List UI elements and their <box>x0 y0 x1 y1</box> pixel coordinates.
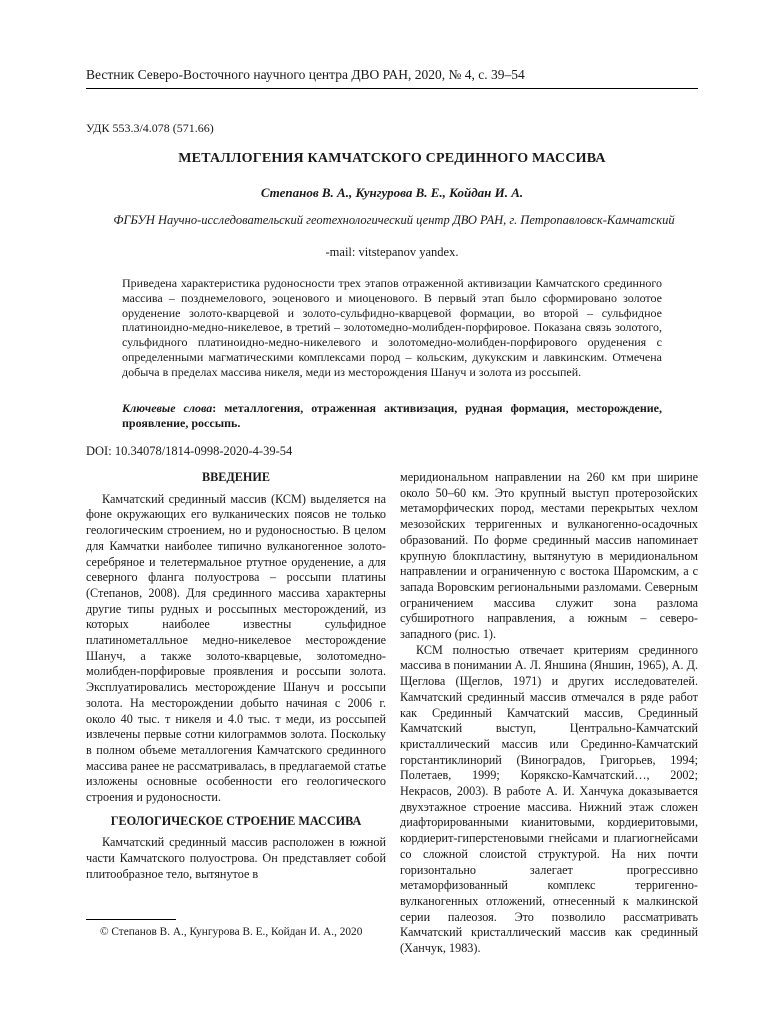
article-title: МЕТАЛЛОГЕНИЯ КАМЧАТСКОГО СРЕДИННОГО МАССИВА <box>178 151 606 166</box>
author-email: -mail: vitstepanov yandex. <box>325 245 459 259</box>
right-column <box>400 470 698 957</box>
udc-code: УДК 553.3/4.078 (571.66) <box>86 121 214 135</box>
paragraph: Камчатский срединный массив (КСМ) выделяется на фоне окружающих его вулканических поясов не только геологическим строением, но и рудоносностью. В целом для Камчатки наиболее типично вулканогенное золото-серебряное и телетермальное ртутное оруденение, а для северного фланга полуострова – россыпи платины (Степанов, 2008). Для срединного массива характерны другие типы рудных и россыпных месторождений, из которых наиболее известны сульфидное платинометалльное медно-никелевое месторождение Шануч, а также золото-кварцевые, золотомедно-молибден-порфировые проявления и россыпи золота. Эксплуатировались месторождение Шануч и россыпи золота. На месторождении добыто начиная с 2006 г. около 40 тыс. т никеля и 4.0 тыс. т меди, из россыпей извлечены первые сотни килограммов золота. Поскольку в полном объеме металлогения Камчатского срединного массива ранее не рассматривалась, в предлагаемой статье изложены основные особенности его геологического строения и рудоносности. <box>86 491 386 805</box>
left-column <box>86 470 386 883</box>
paragraph: КСМ полностью отвечает критериям срединного массива в понимании А. Л. Яншина (Яншин, 1965), А. Д. Щеглова (Щеглов, 1971) и других исследователей. Камчатский срединный массив отмечался в ряде работ как Срединный Камчатский массив, Срединный Камчатский выступ, Центрально-Камчатский кристаллический массив или Срединно-Камчатский горстантиклинорий (Виноградов, Григорьев, 1994; Полетаев, 1999; Корякско-Камчатский…, 2002; Некрасов, 2003). В работе А. И. Ханчука доказывается двухэтажное строение массива. Нижний этаж сложен диафторированными кианитовыми, кордиеритовыми, кордиерит-гиперстеновыми гнейсами и плагиогнейсами со сложной слоистой структурой. На них почти горизонтально залегает прогрессивно метаморфизованный комплекс терригенно-вулканогенных отложений, отнесенный к малкинской серии палеозоя. Это позволило рассматривать Камчатский кристаллический массив как срединный (Ханчук, 1983). <box>400 642 698 956</box>
journal-header: Вестник Северо-Восточного научного центра ДВО РАН, 2020, № 4, с. 39–54 <box>86 67 525 82</box>
keywords-text: : металлогения, отраженная активизация, рудная формация, месторождение, проявление, россыпь. <box>122 401 662 430</box>
abstract: Приведена характеристика рудоносности трех этапов отраженной активизации Камчатского срединного массива – позднемелового, эоценового и миоценового. В первый этап было сформировано золотое оруденение золото-кварцевой и золото-сульфидно-кварцевой формации, во второй – сульфидное платиноидно-медно-никелевое, в третий – золотомедно-молибден-порфировое. Показана связь золотого, сульфидного платиноидно-медно-никелевого и золотомедно-молибден-порфирового оруденения с определенными магматическими комплексами пород – кольским, дукукским и лавкинским. Отмечена добыча в пределах массива никеля, меди из месторождения Шануч и золота из россыпей. <box>122 276 662 379</box>
doi: DOI: 10.34078/1814-0998-2020-4-39-54 <box>86 444 293 458</box>
copyright-footnote: © Степанов В. А., Кунгурова В. Е., Койдан И. А., 2020 <box>100 926 363 938</box>
affiliation: ФГБУН Научно-исследовательский геотехнологический центр ДВО РАН, г. Петропавловск-Камчатский <box>113 213 675 227</box>
paragraph: меридиональном направлении на 260 км при ширине около 50–60 км. Это крупный выступ протерозойских метаморфических пород, местами перекрытых чехлом мезозойских терригенных и вулканогенно-осадочных образований. По форме срединный массив напоминает крупную блокпластину, вытянутую в меридиональном направлении и ограниченную с востока Шаромским, а с запада Воровским региональными разломами. Северным ограничением массива служит зона разлома субширотного направления, а южным – северо-западного (рис. 1). <box>400 470 698 642</box>
header-divider <box>86 88 698 89</box>
keywords <box>122 401 662 431</box>
author-list: Степанов В. А., Кунгурова В. Е., Койдан И. А. <box>260 185 524 200</box>
keywords-label: Ключевые слова <box>122 401 213 415</box>
section-heading-geology: ГЕОЛОГИЧЕСКОЕ СТРОЕНИЕ МАССИВА <box>110 813 362 828</box>
paragraph: Камчатский срединный массив расположен в южной части Камчатского полуострова. Он представляет собой плитообразное тело, вытянутое в <box>86 835 386 881</box>
footnote-divider <box>86 919 176 920</box>
section-heading-introduction: ВВЕДЕНИЕ <box>202 470 270 484</box>
